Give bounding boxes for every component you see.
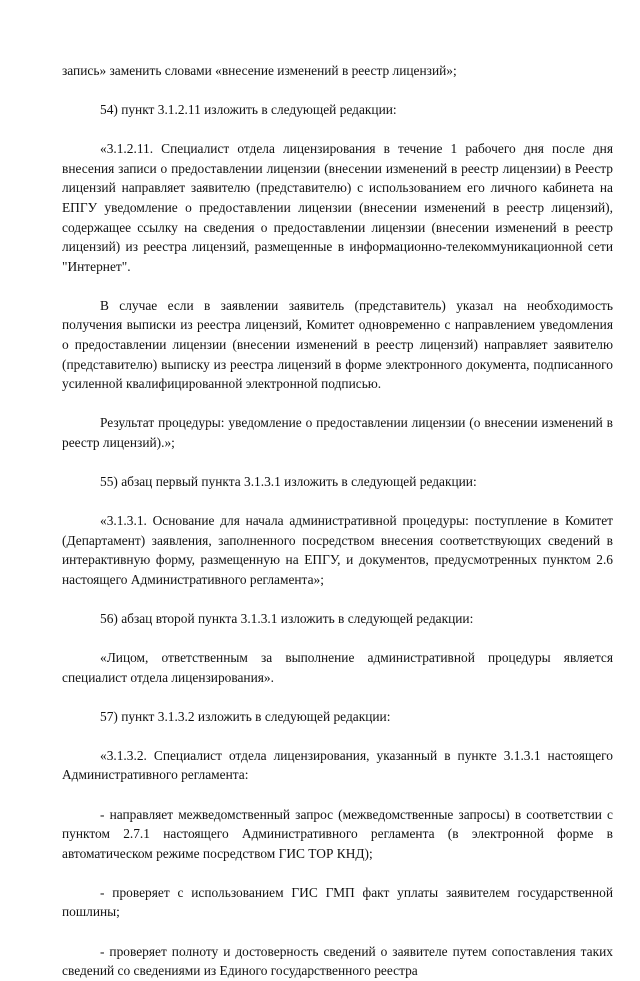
paragraph-extract-request: В случае если в заявлении заявитель (представитель) указал на необходимость получения выписки из реестра лицензий, Комитет одновременно с направлением уведомления о предоставлении лицензии (внесении изменений в реестр лицензий) направляет заявителю (представителю) выписку из реестра лицензий в форме электронного документа, подписанного усиленной квалифицированной электронной подписью. [62, 297, 613, 392]
document-page [62, 61, 613, 981]
paragraph-3-1-3-1: «3.1.3.1. Основание для начала административной процедуры: поступление в Комитет (Департамент) заявления, заполненного посредством внесения соответствующих сведений в интерактивную форму, размещенную на ЕПГУ, и документов, предусмотренных пунктом 2.6 настоящего Административного регламента»; [62, 513, 613, 587]
paragraph-item-54: 54) пункт 3.1.2.11 изложить в следующей редакции: [100, 102, 397, 118]
paragraph-item-56: 56) абзац второй пункта 3.1.3.1 изложить в следующей редакции: [100, 610, 474, 626]
paragraph-applicant-check: - проверяет полноту и достоверность сведений о заявителе путем сопоставления таких сведений со сведениями из Единого государственного реестра [62, 943, 613, 979]
paragraph-3-1-2-11: «3.1.2.11. Специалист отдела лицензирования в течение 1 рабочего дня после дня внесения записи о предоставлении лицензии (внесении изменений в реестр лицензии) в Реестр лицензий направляет заявителю (представителю) с использованием его личного кабинета на ЕПГУ уведомление о предоставлении лицензии (внесении изменений в реестр лицензий), содержащее ссылку на сведения о предоставлении лицензии (внесении изменений в реестр лицензий) из реестра лицензий, размещенные в информационно-телекоммуникационной сети "Интернет". [62, 141, 613, 274]
paragraph-procedure-result: Результат процедуры: уведомление о предоставлении лицензии (о внесении изменений в реестр лицензий).»; [62, 415, 613, 450]
paragraph-item-55: 55) абзац первый пункта 3.1.3.1 изложить в следующей редакции: [100, 474, 477, 489]
paragraph-item-57: 57) пункт 3.1.3.2 изложить в следующей редакции: [100, 708, 391, 724]
paragraph-continuation: запись» заменить словами «внесение изменений в реестр лицензий»; [62, 63, 457, 78]
paragraph-3-1-3-2: «3.1.3.2. Специалист отдела лицензирования, указанный в пункте 3.1.3.1 настоящего Административного регламента: [62, 747, 613, 783]
paragraph-fee-check: - проверяет с использованием ГИС ГМП факт уплаты заявителем государственной пошлины; [62, 884, 613, 920]
paragraph-responsible-person: «Лицом, ответственным за выполнение административной процедуры является специалист отдела лицензирования». [62, 650, 613, 685]
paragraph-interagency-request: - направляет межведомственный запрос (межведомственные запросы) в соответствии с пунктом 2.7.1 настоящего Административного регламента (в электронной форме в автоматическом режиме посредством ГИС ТОР КНД); [62, 806, 613, 861]
